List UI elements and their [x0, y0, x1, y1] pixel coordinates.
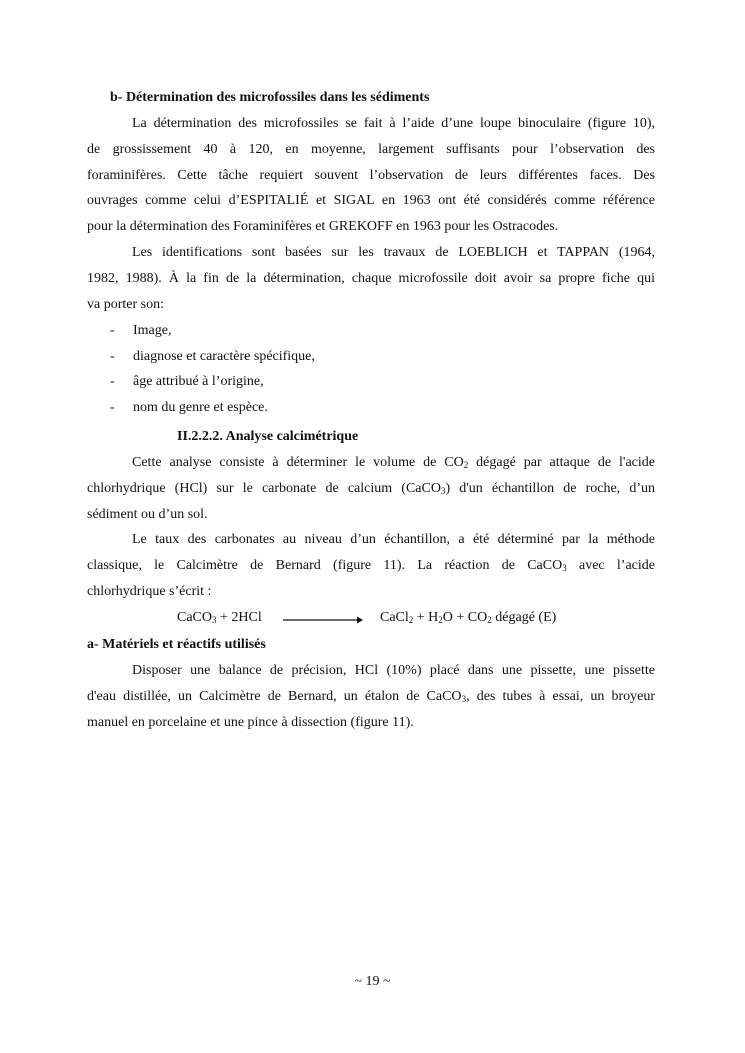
bullet-mark: - — [110, 349, 115, 364]
paragraph-line: va porter son: — [87, 297, 164, 312]
paragraph-line: 1982, 1988). À la fin de la détermination, chaque microfossile doit avoir sa propre fiche qui — [87, 271, 655, 286]
bullet-mark: - — [110, 323, 115, 338]
paragraph-line: Disposer une balance de précision, HCl (10%) placé dans une pissette, une pissette — [132, 663, 655, 678]
paragraph-line: Le taux des carbonates au niveau d’un échantillon, a été déterminé par la méthode — [132, 532, 655, 547]
reaction-arrow-icon — [283, 615, 363, 625]
paragraph-line: ouvrages comme celui d’ESPITALIÉ et SIGAL en 1963 ont été considérés comme référence — [87, 193, 655, 208]
section-heading-a: a- Matériels et réactifs utilisés — [87, 637, 266, 652]
paragraph-line: chlorhydrique s’écrit : — [87, 584, 212, 599]
equation-reactants: CaCO$_3$ + 2HCl — [177, 610, 262, 625]
paragraph-line: pour la détermination des Foraminifères et GREKOFF en 1963 pour les Ostracodes. — [87, 219, 559, 234]
section-heading-b: b- Détermination des microfossiles dans les sédiments — [110, 90, 430, 105]
subsection-heading: II.2.2.2. Analyse calcimétrique — [177, 429, 359, 444]
list-item: âge attribué à l’origine, — [133, 374, 264, 389]
paragraph-line: chlorhydrique (HCl) sur le carbonate de calcium (CaCO$_3$) d'un échantillon de roche, d’un — [87, 481, 655, 496]
paragraph-line: Cette analyse consiste à déterminer le volume de $CO_2$ dégagé par attaque de l'acide — [132, 455, 655, 470]
list-item: Image, — [133, 323, 172, 338]
paragraph-line: foraminifères. Cette tâche requiert souvent l’observation de leurs différentes faces. Des — [87, 168, 655, 183]
list-item: diagnose et caractère spécifique, — [133, 349, 315, 364]
paragraph-line: sédiment ou d’un sol. — [87, 507, 208, 522]
paragraph-line: La détermination des microfossiles se fait à l’aide d’une loupe binoculaire (figure 10), — [132, 116, 655, 131]
paragraph-line: Les identifications sont basées sur les travaux de LOEBLICH et TAPPAN (1964, — [132, 245, 655, 260]
page-number: ~ 19 ~ — [354, 974, 391, 989]
paragraph-line: classique, le Calcimètre de Bernard (figure 11). La réaction de CaCO$_3$ avec l’acide — [87, 558, 655, 573]
paragraph-line: manuel en porcelaine et une pince à dissection (figure 11). — [87, 715, 414, 730]
list-item: nom du genre et espèce. — [133, 400, 268, 415]
bullet-mark: - — [110, 400, 115, 415]
paragraph-line: de grossissement 40 à 120, en moyenne, largement suffisants pour l’observation des — [87, 142, 655, 157]
bullet-mark: - — [110, 374, 115, 389]
equation-products: CaCl$_2$ + $H_2O + CO_2$ dégagé (E) — [380, 610, 557, 625]
paragraph-line: d'eau distillée, un Calcimètre de Bernard, un étalon de CaCO$_3$, des tubes à essai, un broyeur — [87, 689, 655, 704]
